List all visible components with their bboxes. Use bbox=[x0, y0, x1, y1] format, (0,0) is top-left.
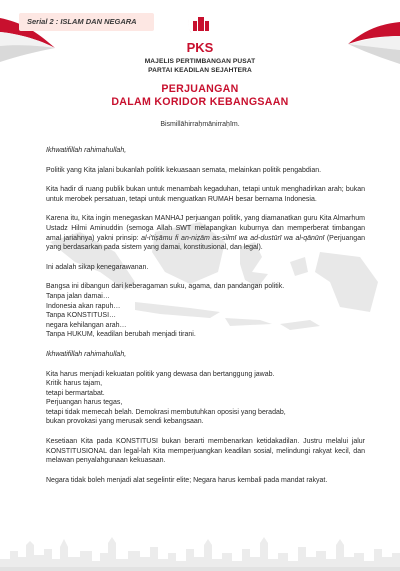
org-line-2: PARTAI KEADILAN SEJAHTERA bbox=[148, 67, 252, 74]
paragraph-8: Negara tidak boleh menjadi alat segelintir elite; Negara harus kembali pada mandat rakyat. bbox=[46, 476, 328, 484]
paragraph-6-line: bukan provokasi yang merusak sendi kebangsaan. bbox=[46, 418, 204, 426]
salutation-1: Ikhwatifillah rahimahullah, bbox=[46, 147, 127, 154]
bismillah: Bismillāhirraḥmānirraḥīm. bbox=[160, 121, 240, 128]
paragraph-6-line: Kritik harus tajam, bbox=[46, 380, 103, 388]
paragraph-6-line: Perjuangan harus tegas, bbox=[46, 399, 123, 407]
paragraph-3-text-a: Karena itu, Kita ingin menegaskan MANHAJ perjuangan politik, yang diamanatkan guru Kita Almarhum Ustadz Hilmi Aminuddin (semoga Allah SWT melapangkan kuburnya dan memperberat timbangan amal jariahnya) yakni prinsip: bbox=[46, 215, 365, 242]
city-skyline-icon bbox=[0, 523, 400, 571]
title-line-2: DALAM KORIDOR KEBANGSAAN bbox=[111, 96, 289, 108]
paragraph-5-line: Indonesia akan rapuh… bbox=[46, 302, 121, 310]
paragraph-5-line: Tanpa KONSTITUSI… bbox=[46, 312, 117, 320]
paragraph-3-text-b: (Perjuangan yang berdasarkan pada sistem yang damai, konstitusional, dan legal). bbox=[46, 234, 365, 252]
paragraph-6-line: tetapi tidak memecah belah. Demokrasi membutuhkan oposisi yang beradab, bbox=[46, 408, 286, 416]
arabic-principle: al-i'tiṣāmu fi an-niẓām as-silmī wa ad-dustūrī wa al-qānūnī bbox=[141, 234, 325, 242]
paragraph-5-line: Tanpa jalan damai… bbox=[46, 292, 110, 300]
paragraph-5-line: Bangsa ini dibangun dari keberagaman suku, agama, dan pandangan politik. bbox=[46, 283, 285, 291]
org-line-1: MAJELIS PERTIMBANGAN PUSAT bbox=[144, 58, 256, 65]
paragraph-3 bbox=[46, 214, 365, 252]
paragraph-7: Kesetiaan Kita pada KONSTITUSI bukan berarti membenarkan ketidakadilan. Justru melalui jalur KONSTITUSIONAL dan legal-lah Kita memperjuangkan keadilan sosial, melindungi rakyat kecil, dan melawan penyalahgunaan kekuasaan. bbox=[46, 438, 365, 465]
paragraph-4: Ini adalah sikap kenegarawanan. bbox=[46, 263, 149, 271]
series-badge: Serial 2 : ISLAM DAN NEGARA bbox=[19, 13, 154, 31]
paragraph-6 bbox=[46, 370, 365, 428]
body-text bbox=[46, 146, 365, 495]
paragraph-5-line: Tanpa HUKUM, keadilan berubah menjadi tirani. bbox=[46, 331, 196, 339]
paragraph-6-line: tetapi bermartabat. bbox=[46, 389, 105, 397]
brand-name: PKS bbox=[186, 40, 214, 55]
salutation-2: Ikhwatifillah rahimahullah, bbox=[46, 350, 127, 358]
paragraph-5-line: negara kehilangan arah… bbox=[46, 321, 127, 329]
title-line-1: PERJUANGAN bbox=[161, 83, 239, 95]
paragraph-2: Kita hadir di ruang publik bukan untuk menambah kegaduhan, tetapi untuk menghadirkan arah; bukan untuk merobek persatuan, tetapi untuk menguatkan RUMAH besar bernama Indonesia. bbox=[46, 186, 365, 203]
paragraph-6-line: Kita harus menjadi kekuatan politik yang dewasa dan bertanggung jawab. bbox=[46, 370, 275, 378]
paragraph-1: Politik yang Kita jalani bukanlah politik kekuasaan semata, melainkan politik pengabdian. bbox=[46, 166, 322, 174]
pks-logo-icon bbox=[184, 9, 218, 39]
paragraph-5 bbox=[46, 282, 365, 340]
